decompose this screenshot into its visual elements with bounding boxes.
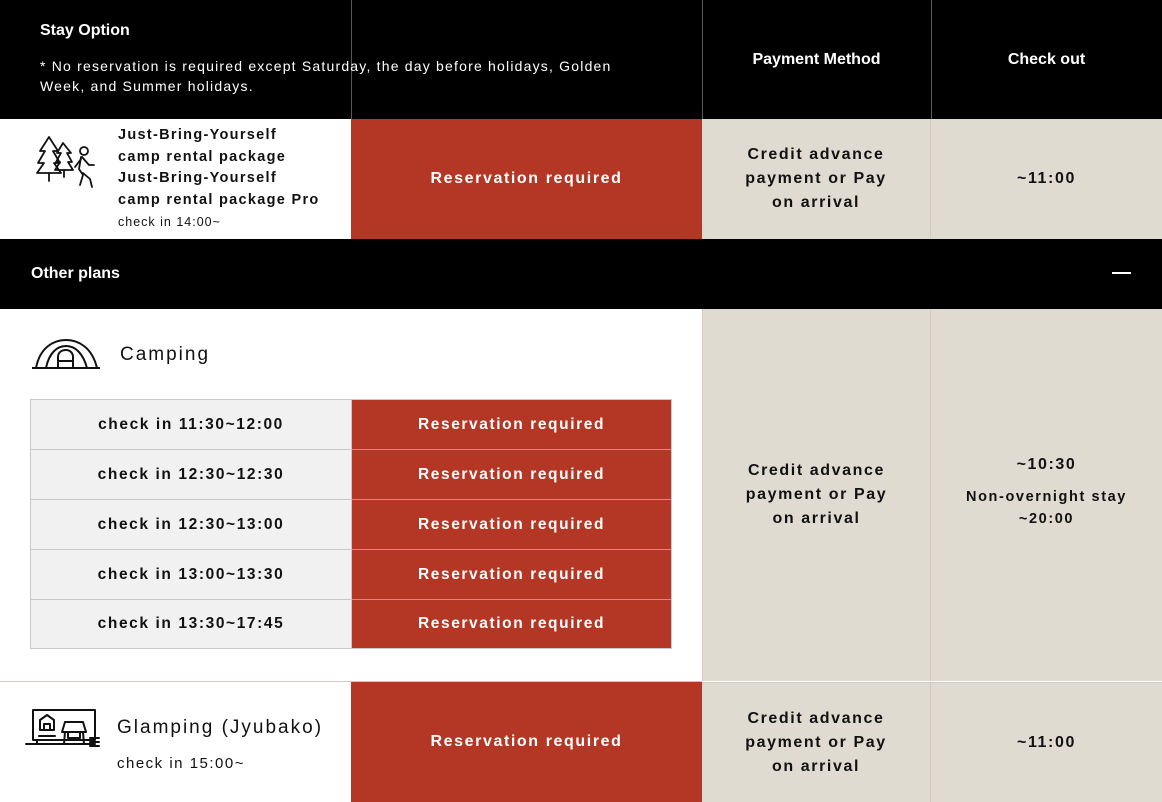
table-row bbox=[31, 500, 671, 550]
slot-checkin: check in 13:00~13:30 bbox=[31, 550, 352, 600]
slot-reservation-button[interactable]: Reservation required bbox=[352, 600, 671, 648]
jby-line-4: camp rental package Pro bbox=[118, 191, 320, 208]
camping-checkout-time: ~10:30 bbox=[1016, 456, 1077, 473]
table-row bbox=[31, 600, 671, 648]
jby-checkin: check in 14:00~ bbox=[118, 215, 221, 229]
slot-checkin: check in 12:30~13:00 bbox=[31, 500, 352, 550]
jby-payment: Credit advance payment or Pay on arrival bbox=[702, 119, 931, 239]
camping-title: Camping bbox=[120, 344, 211, 365]
jby-line-3: Just-Bring-Yourself bbox=[118, 170, 277, 186]
reservation-note: * No reservation is required except Saturday, the day before holidays, Golden Week, and Summer holidays. bbox=[40, 58, 612, 94]
slot-reservation-button[interactable]: Reservation required bbox=[352, 450, 671, 500]
slot-checkin: check in 11:30~12:00 bbox=[31, 400, 352, 450]
table-row bbox=[31, 450, 671, 500]
jby-plan-names bbox=[118, 125, 320, 211]
other-plans-label: Other plans bbox=[31, 265, 120, 282]
table-row bbox=[31, 400, 671, 450]
slot-reservation-button[interactable]: Reservation required bbox=[352, 400, 671, 450]
glamping-reservation-button[interactable]: Reservation required bbox=[351, 682, 702, 802]
table-header bbox=[0, 0, 1162, 119]
glamping-payment: Credit advance payment or Pay on arrival bbox=[702, 682, 931, 802]
glamping-plan-row bbox=[0, 682, 1162, 802]
glamping-title: Glamping (Jyubako) bbox=[117, 717, 324, 738]
minus-icon[interactable] bbox=[1112, 272, 1131, 274]
camping-checkout bbox=[931, 309, 1162, 681]
glamping-checkout: ~11:00 bbox=[931, 682, 1162, 802]
stay-option-label: Stay Option bbox=[40, 22, 130, 39]
jby-reservation-button[interactable]: Reservation required bbox=[351, 119, 702, 239]
non-overnight-label: Non-overnight stay bbox=[966, 489, 1127, 505]
jby-plan-row bbox=[0, 119, 1162, 239]
camping-payment: Credit advance payment or Pay on arrival bbox=[702, 309, 931, 681]
checkout-header: Check out bbox=[1007, 50, 1086, 68]
slot-reservation-button[interactable]: Reservation required bbox=[352, 500, 671, 550]
trees-and-person-icon bbox=[35, 135, 99, 191]
glamping-cabin-icon bbox=[25, 708, 101, 750]
tent-icon bbox=[30, 337, 102, 371]
payment-method-header: Payment Method bbox=[752, 50, 881, 68]
slot-checkin: check in 12:30~12:30 bbox=[31, 450, 352, 500]
jby-line-2: camp rental package bbox=[118, 148, 287, 165]
camping-slots-table bbox=[30, 399, 672, 649]
table-row bbox=[31, 550, 671, 600]
glamping-checkin: check in 15:00~ bbox=[117, 755, 245, 772]
jby-checkout: ~11:00 bbox=[931, 119, 1162, 239]
jby-line-1: Just-Bring-Yourself bbox=[118, 127, 277, 143]
slot-reservation-button[interactable]: Reservation required bbox=[352, 550, 671, 600]
other-plans-toggle[interactable] bbox=[0, 239, 1162, 309]
slot-checkin: check in 13:30~17:45 bbox=[31, 600, 352, 648]
non-overnight-time: ~20:00 bbox=[1018, 511, 1075, 527]
camping-section bbox=[0, 309, 1162, 681]
